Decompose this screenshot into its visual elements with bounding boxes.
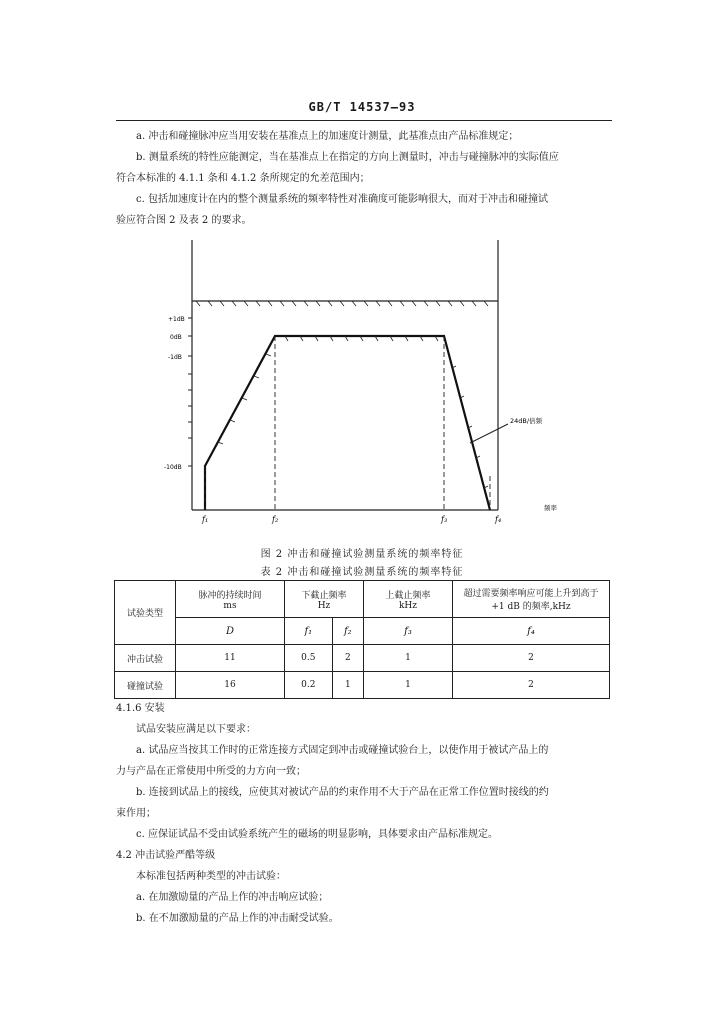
col-test-type-header: 试验类型 — [115, 581, 176, 645]
over-frequency-header-unit: +1 dB 的频率,kHz — [491, 602, 571, 612]
upper-cutoff-header-label: 上截止频率 — [385, 590, 431, 601]
frequency-guides — [205, 336, 490, 510]
x-axis-title: 频率 — [544, 504, 557, 512]
cell-f2: 2 — [332, 645, 363, 672]
slope-leader — [470, 424, 508, 443]
col-lower-cutoff-header — [285, 581, 364, 618]
section-4-1-6-item-b-line1: b. 连接到试品上的接线，应使其对被试产品的约束作用不大于产品在正常工作位置时接线的约 — [136, 787, 549, 798]
cell-duration: 11 — [176, 645, 285, 672]
intro-paragraphs — [116, 126, 616, 231]
intro-item-c-line2: 验应符合图 2 及表 2 的要求。 — [116, 215, 252, 226]
x-label-f2: f₂ — [272, 515, 279, 524]
intro-item-a: a. 冲击和碰撞脉冲应当用安装在基准点上的加速度计测量，此基准点由产品标准规定； — [136, 131, 519, 142]
symbol-d: D — [176, 618, 285, 645]
cell-f4: 2 — [453, 645, 610, 672]
section-4-1-6-item-b-line2: 束作用； — [116, 808, 156, 819]
section-4-1-6-intro: 试品安装应满足以下要求： — [136, 724, 256, 735]
y-label-minus10db: -10dB — [164, 464, 182, 471]
table-row — [115, 645, 610, 672]
slope-label: 24dB/倍频 — [510, 417, 543, 425]
section-4-1-6-item-a-line1: a. 试品应当按其工作时的正常连接方式固定到冲击或碰撞试验台上，以使作用于被试产品上的 — [136, 745, 549, 756]
intro-item-b-line2: 符合本标准的 4.1.1 条和 4.1.2 条所规定的允差范围内； — [116, 173, 370, 184]
section-4-2-intro: 本标准包括两种类型的冲击试验： — [136, 871, 286, 882]
lower-cutoff-header-label: 下截止频率 — [301, 590, 347, 601]
cell-test-type: 碰撞试验 — [115, 672, 176, 699]
intro-item-b-line1: b. 测量系统的特性应能测定，当在基准点上在指定的方向上测量时，冲击与碰撞脉冲的实际值应 — [136, 152, 559, 163]
duration-header-unit: ms — [223, 600, 237, 611]
response-curve-hatch — [218, 336, 488, 488]
section-4-2-item-b: b. 在不加激励量的产品上作的冲击耐受试验。 — [136, 913, 339, 924]
section-4-2 — [116, 845, 616, 929]
cell-f1: 0.2 — [285, 672, 333, 699]
cell-f4: 2 — [453, 672, 610, 699]
section-4-2-heading: 4.2 冲击试验严酷等级 — [116, 850, 216, 861]
section-4-2-item-a: a. 在加激励量的产品上作的冲击响应试验； — [136, 892, 329, 903]
y-label-0db: 0dB — [170, 334, 182, 341]
frequency-response-chart — [160, 228, 590, 528]
cell-test-type: 冲击试验 — [115, 645, 176, 672]
table-caption: 表 2 冲击和碰撞试验测量系统的频率特征 — [260, 567, 464, 578]
intro-item-c-line1: c. 包括加速度计在内的整个测量系统的频率特性对准确度可能影响很大，而对于冲击和碰撞试 — [136, 194, 548, 205]
x-label-f3: f₃ — [441, 515, 448, 524]
lower-cutoff-header-unit: Hz — [317, 600, 331, 611]
figure-caption: 图 2 冲击和碰撞试验测量系统的频率特征 — [260, 549, 464, 560]
y-label-minus1db: -1dB — [168, 354, 182, 361]
cell-f2: 1 — [332, 672, 363, 699]
symbol-f1: f₁ — [285, 618, 333, 645]
document-code: GB/T 14537—93 — [308, 100, 416, 114]
col-over-frequency-header — [453, 581, 610, 618]
cell-f1: 0.5 — [285, 645, 333, 672]
symbol-f3: f₃ — [364, 618, 453, 645]
x-label-f4: f₄ — [495, 515, 502, 524]
col-upper-cutoff-header — [364, 581, 453, 618]
section-4-1-6-heading: 4.1.6 安装 — [116, 703, 165, 714]
symbol-f2: f₂ — [332, 618, 363, 645]
cell-f3: 1 — [364, 645, 453, 672]
upper-cutoff-header-unit: kHz — [398, 600, 418, 611]
symbol-f4: f₄ — [453, 618, 610, 645]
section-4-1-6 — [116, 698, 616, 845]
response-curve — [205, 336, 490, 510]
cell-duration: 16 — [176, 672, 285, 699]
col-duration-header — [176, 581, 285, 618]
section-4-1-6-item-c: c. 应保证试品不受由试验系统产生的磁场的明显影响，具体要求由产品标准规定。 — [136, 829, 498, 840]
table-row — [115, 672, 610, 699]
upper-limit-hatch — [196, 301, 488, 306]
over-frequency-header-label: 超过需要频率响应可能上升到高于 — [463, 589, 599, 599]
duration-header-label: 脉冲的持续时间 — [198, 590, 262, 601]
frequency-characteristics-table — [114, 580, 610, 699]
y-axis-ticks — [188, 318, 192, 466]
x-label-f1: f₁ — [202, 515, 209, 524]
header-rule — [116, 120, 612, 121]
section-4-1-6-item-a-line2: 力与产品在正常使用中所受的力方向一致； — [116, 766, 306, 777]
cell-f3: 1 — [364, 672, 453, 699]
y-label-plus1db: +1dB — [168, 316, 185, 323]
